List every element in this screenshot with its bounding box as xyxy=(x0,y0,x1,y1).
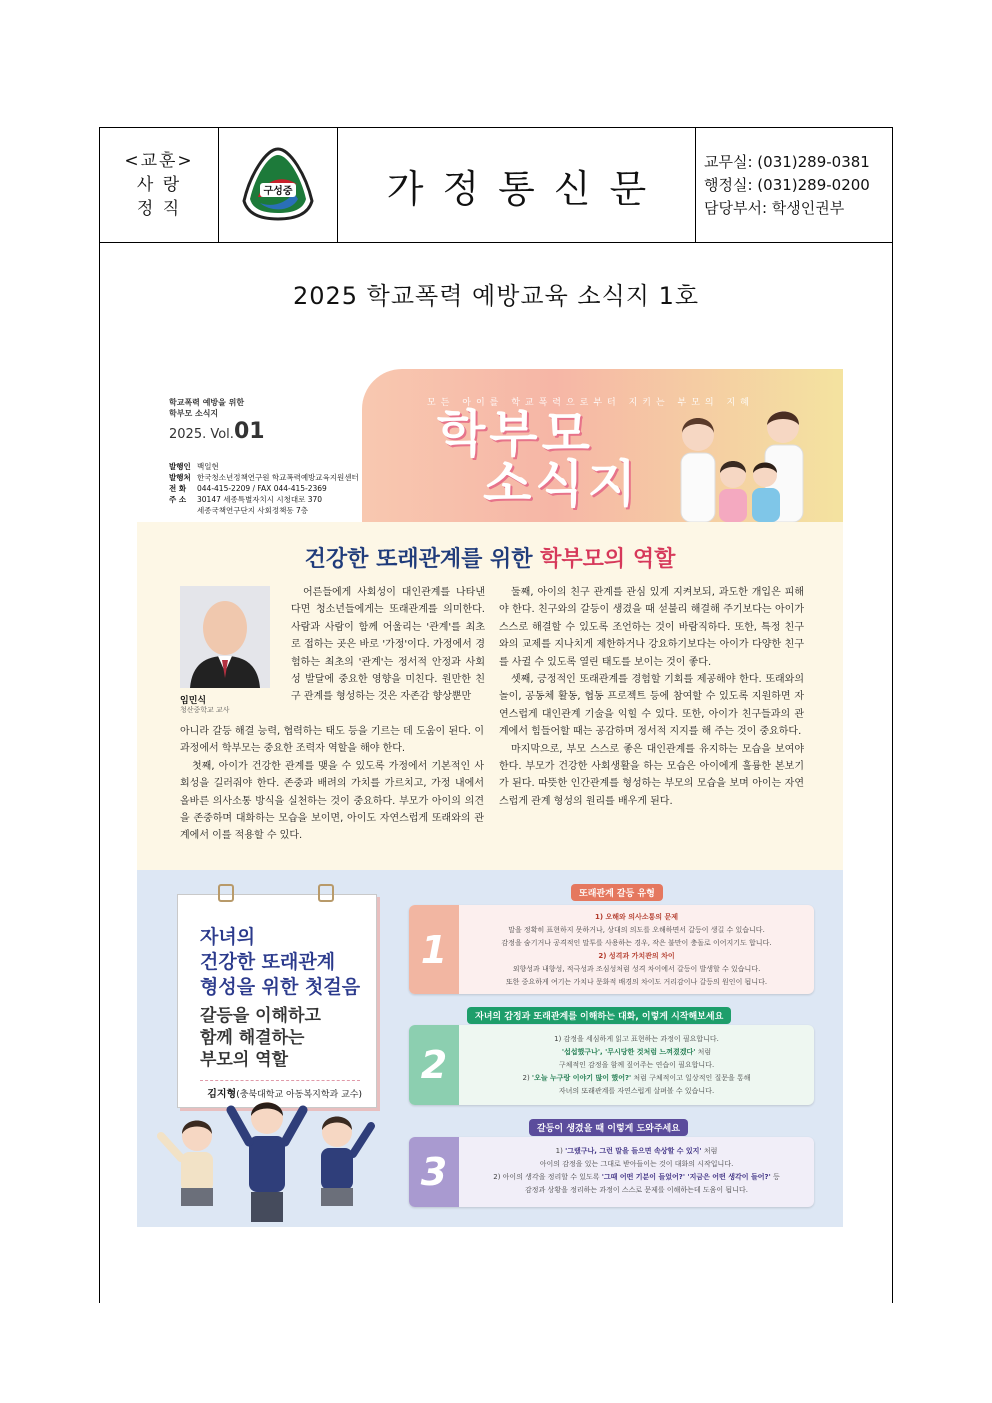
step2-line: 구체적인 감정을 함께 짚어주는 연습이 필요합니다. xyxy=(558,1061,715,1069)
step2-suffix: 처럼 xyxy=(695,1048,712,1056)
card-title-line: 자녀의 xyxy=(200,926,256,948)
card-subtitle-line: 갈등을 이해하고 xyxy=(200,1006,321,1026)
vol-prefix: 2025. Vol. xyxy=(169,427,234,442)
step1-text xyxy=(463,911,810,989)
meta-row xyxy=(169,505,369,516)
article-heading-part1: 건강한 또래관계를 위한 xyxy=(304,547,541,572)
motto-line-1: 사 랑 xyxy=(136,175,182,195)
meta-value: 044-415-2209 / FAX 044-415-2369 xyxy=(197,484,327,493)
article-section xyxy=(137,522,843,870)
meta-row xyxy=(169,494,369,505)
step2-quote: '섭섭했구나', '무시당한 것처럼 느껴졌겠다' xyxy=(561,1048,696,1056)
step1-line: 또한 중요하게 여기는 가치나 문화적 배경의 차이도 거리감이나 갈등의 원인이 됩니다. xyxy=(505,978,768,986)
contact-info xyxy=(696,128,892,242)
step1-line: 말을 정확히 표현하지 못하거나, 상대의 의도를 오해하면서 갈등이 생길 수 있습니다. xyxy=(508,926,765,934)
article-heading xyxy=(137,542,843,573)
step2-tag: 자녀의 감정과 또래관계를 이해하는 대화, 이렇게 시작해보세요 xyxy=(467,1007,731,1024)
card-title-line: 건강한 또래관계 xyxy=(200,951,336,973)
step3-prefix: 2) 아이의 생각을 정리할 수 있도록 xyxy=(493,1173,602,1181)
meta-value: 30147 세종특별자치시 시청대로 370 xyxy=(197,495,323,504)
card-divider xyxy=(200,1080,360,1081)
contact-academic: 교무실: (031)289-0381 xyxy=(704,152,870,171)
paper-clip-icon xyxy=(218,884,234,902)
step3-line: 감정과 상황을 정리하는 과정이 스스로 문제를 이해하는데 도움이 됩니다. xyxy=(525,1186,748,1194)
article-column-1-top xyxy=(291,584,485,706)
step1-heading2: 2) 성격과 가치관의 차이 xyxy=(598,952,675,960)
card-author-name: 김지형 xyxy=(207,1089,237,1100)
motto-line-2: 정 직 xyxy=(136,199,182,219)
step3-quote: '그때 어떤 기분이 들었어?' '지금은 어떤 생각이 들어?' xyxy=(601,1173,771,1181)
cover-slogan: 모든 아이를 학교폭력으로부터 지키는 부모의 지혜 xyxy=(427,398,754,408)
step1-box xyxy=(409,905,814,994)
article-paragraph: 마지막으로, 부모 스스로 좋은 대인관계를 유지하는 모습을 보여야 한다. 부모가 건강한 사회생활을 하는 모습은 아이에게 훌륭한 본보기가 된다. 따뜻한 인간관계를 형성하는 부모의 모습을 보며 아이는 자연스럽게 관계 형성의 원리를 배우게 된다. xyxy=(499,743,804,807)
school-logo-cell xyxy=(219,128,338,242)
step2-suffix: 처럼 구체적이고 일상적인 질문을 통해 xyxy=(631,1074,751,1082)
step2-line xyxy=(463,1046,810,1059)
meta-row xyxy=(169,472,369,483)
step2-line: 자녀의 또래관계를 자연스럽게 살펴볼 수 있습니다. xyxy=(558,1087,715,1095)
article-column-2 xyxy=(499,584,804,810)
step3-suffix: 등 xyxy=(770,1173,780,1181)
meta-key: 발행인 xyxy=(169,462,191,471)
step3-line xyxy=(463,1171,810,1184)
step3-prefix: 1) xyxy=(555,1147,566,1155)
card-subtitle-line: 함께 해결하는 xyxy=(200,1028,305,1048)
step1-line: 외향성과 내향성, 적극성과 조심성처럼 성격 차이에서 갈등이 발생할 수 있습니다. xyxy=(512,965,761,973)
school-logo-icon xyxy=(238,145,318,225)
infographic-section xyxy=(137,870,843,1227)
title-card xyxy=(177,894,377,1108)
contact-dept: 담당부서: 학생인권부 xyxy=(704,198,845,217)
article-paragraph: 첫째, 아이가 건강한 관계를 맺을 수 있도록 가정에서 기본적인 사회성을 길러줘야 한다. 존중과 배려의 가치를 가르치고, 가정 내에서 올바른 의사소통 방식을 실천하는 것이 중요하다. 부모가 아이의 의견을 존중하며 대화하는 모습을 보이면, 아이도 자연스럽게 또래와의 관계에서 이를 적용할 수 있다. xyxy=(180,760,484,842)
cover-subtitle xyxy=(169,397,244,419)
step3-quote: '그랬구나, 그런 말을 들으면 속상할 수 있지' xyxy=(565,1147,702,1155)
article-paragraph: 둘째, 아이의 친구 관계를 관심 있게 지켜보되, 과도한 개입은 피해야 한다. 친구와의 갈등이 생겼을 때 섣불리 해결해 주기보다는 아이가 스스로 해결할 수 있도록 조언하는 것이 바람직하다. 또한, 특정 친구와의 교제를 지나치게 제한하거나 강요하기보다는 아이가 다양한 친구를 사귈 수 있도록 열린 태도를 보이는 것이 좋다. xyxy=(499,587,804,668)
newsletter-cover xyxy=(137,369,843,522)
school-logo-text: 구성중 xyxy=(263,186,293,197)
step2-line: 1) 감정을 세심하게 읽고 표현하는 과정이 필요합니다. xyxy=(554,1035,719,1043)
author-portrait-icon xyxy=(180,586,270,688)
card-title xyxy=(200,925,360,1000)
author-role: 청산중학교 교사 xyxy=(180,706,230,714)
cover-subtitle-line1: 학교폭력 예방을 위한 xyxy=(169,398,245,407)
step3-box xyxy=(409,1137,814,1207)
step2-line xyxy=(463,1072,810,1085)
article-paragraph: 아니라 갈등 해결 능력, 협력하는 태도 등을 기르는 데 도움이 된다. 이 과정에서 학부모는 중요한 조력자 역할을 해야 한다. xyxy=(180,726,484,755)
step3-text xyxy=(463,1145,810,1197)
author-name: 임민식 xyxy=(180,696,207,706)
step2-quote: '오늘 누구랑 이야기 많이 했어?' xyxy=(531,1074,632,1082)
issue-title: 2025 학교폭력 예방교육 소식지 1호 xyxy=(292,282,700,310)
meta-key: 전 화 xyxy=(169,484,187,493)
card-subtitle xyxy=(200,1005,321,1071)
article-heading-part2: 학부모의 역할 xyxy=(540,547,676,572)
contact-admin: 행정실: (031)289-0200 xyxy=(704,175,870,194)
step1-tag: 또래관계 갈등 유형 xyxy=(571,884,663,901)
title-cell xyxy=(338,128,696,242)
vol-number: 01 xyxy=(233,419,265,444)
meta-row xyxy=(169,483,369,494)
header-table xyxy=(100,128,892,243)
article-paragraph: 어른들에게 사회성이 대인관계를 나타낸다면 청소년들에게는 또래관계를 의미한다. 사람과 사람이 함께 어울리는 '관계'를 최초로 접하는 곳은 바로 '가정'이다. 가정에서 경험하는 최초의 '관계'는 정서적 안정과 사회성 발달에 중요한 영향을 미친다. 원만한 친구 관계를 형성하는 것은 자존감 향상뿐만 xyxy=(291,587,485,703)
step3-line: 아이의 감정을 있는 그대로 받아들이는 것이 대화의 시작입니다. xyxy=(539,1160,734,1168)
cover-title xyxy=(437,405,640,513)
step3-tag: 갈등이 생겼을 때 이렇게 도와주세요 xyxy=(529,1119,688,1136)
step1-heading1: 1) 오해와 의사소통의 문제 xyxy=(594,913,678,921)
cover-title-line1: 학부모 xyxy=(437,405,594,463)
meta-value: 한국청소년정책연구원 학교폭력예방교육지원센터 xyxy=(197,473,359,482)
step2-number: 2 xyxy=(409,1025,459,1105)
family-illustration-icon xyxy=(653,403,839,522)
meta-key: 발행처 xyxy=(169,473,191,482)
meta-key: 주 소 xyxy=(169,495,187,504)
newsletter-image xyxy=(137,369,843,1227)
cover-title-line2: 소식지 xyxy=(483,455,640,513)
students-illustration-icon xyxy=(147,1096,387,1226)
step2-box xyxy=(409,1025,814,1105)
meta-key xyxy=(169,505,197,516)
author-photo xyxy=(180,586,270,688)
cover-volume xyxy=(169,419,265,444)
cover-subtitle-line2: 학부모 소식지 xyxy=(169,409,219,418)
school-motto xyxy=(100,128,219,242)
step2-text xyxy=(463,1033,810,1098)
paper-clip-icon xyxy=(318,884,334,902)
meta-row xyxy=(169,461,369,472)
step3-number: 3 xyxy=(409,1137,459,1207)
motto-label: <교훈> xyxy=(124,151,194,171)
document-frame xyxy=(99,127,893,1303)
step1-line: 감정을 숨기거나 공격적인 말투를 사용하는 경우, 작은 불만이 충돌로 이어지기도 합니다. xyxy=(501,939,772,947)
step2-prefix: 2) xyxy=(522,1074,532,1082)
article-paragraph: 셋째, 긍정적인 또래관계를 경험할 기회를 제공해야 한다. 또래와의 놀이, 공동체 활동, 협동 프로젝트 등에 참여할 수 있도록 지원하면 자연스럽게 대인관계 기술을 익힐 수 있다. 또한, 아이가 친구들과의 관계에서 힘들어할 때는 공감하며 정서적 지지를 해 주는 것이 중요하다. xyxy=(499,674,804,738)
cover-publisher-info xyxy=(169,461,369,516)
meta-value: 백일현 xyxy=(197,462,219,471)
document-title: 가정통신문 xyxy=(386,166,666,211)
card-author-affiliation: (충북대학교 아동복지학과 교수) xyxy=(236,1090,362,1100)
step3-suffix: 처럼 xyxy=(701,1147,718,1155)
article-column-1-bottom xyxy=(180,723,484,845)
step1-number: 1 xyxy=(409,905,459,994)
meta-value: 세종국책연구단지 사회정책동 7층 xyxy=(197,506,308,515)
card-subtitle-line: 부모의 역할 xyxy=(200,1050,289,1070)
step3-line xyxy=(463,1145,810,1158)
card-title-line: 형성을 위한 첫걸음 xyxy=(200,976,361,998)
